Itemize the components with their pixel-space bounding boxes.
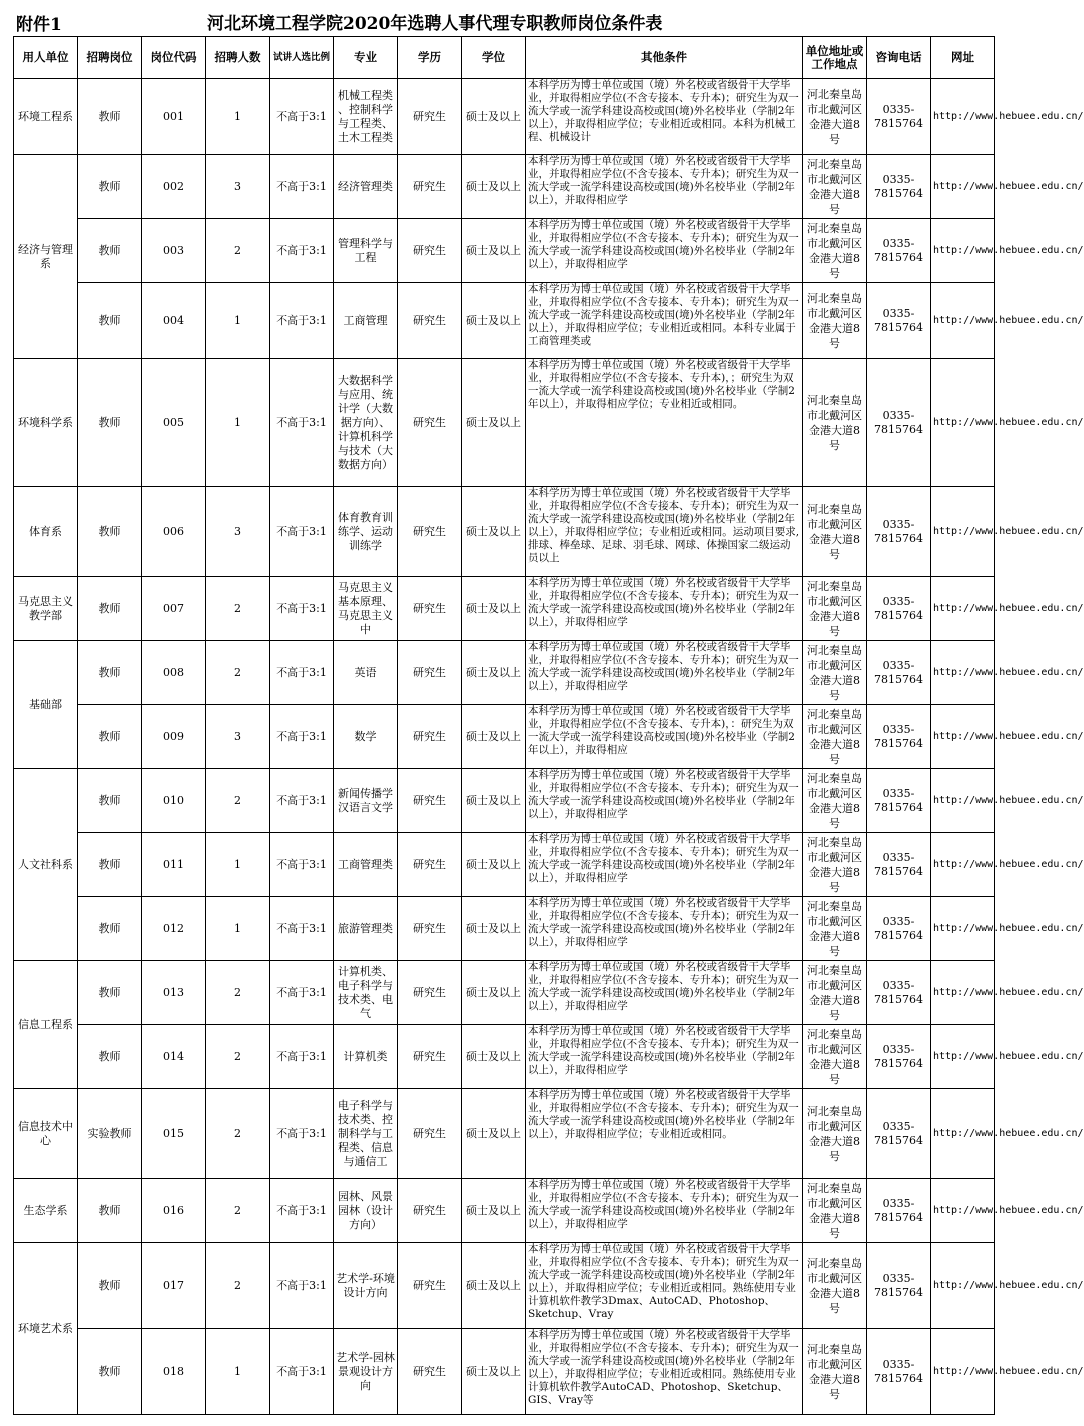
header-cell: 网址 xyxy=(931,37,995,79)
major-cell xyxy=(334,577,398,641)
count-cell: 3 xyxy=(206,155,270,219)
conditions-cell-text: 本科学历为博士单位或国（境）外名校或省级骨干大学毕业，并取得相应学位(不含专接本、专升本)；研究生为双一流大学或一流学科建设高校或国(境)外名校毕业（学制2年以上），并取得相应学 xyxy=(528,641,799,692)
degree-cell: 硕士及以上 xyxy=(462,705,526,769)
header-cell: 咨询电话 xyxy=(867,37,931,79)
address-cell: 河北秦皇岛市北戴河区金港大道8号 xyxy=(803,577,867,641)
post-cell: 实验教师 xyxy=(78,1089,142,1179)
phone-cell: 0335-7815764 xyxy=(867,79,931,155)
major-cell-text: 英语 xyxy=(354,665,377,679)
post-cell: 教师 xyxy=(78,155,142,219)
degree-cell: 硕士及以上 xyxy=(462,219,526,283)
table-row xyxy=(14,641,995,705)
count-cell: 2 xyxy=(206,1025,270,1089)
url-cell: http://www.hebuee.edu.cn/ xyxy=(931,155,995,219)
table-row xyxy=(14,219,995,283)
phone-cell: 0335-7815764 xyxy=(867,155,931,219)
phone-cell: 0335-7815764 xyxy=(867,897,931,961)
major-cell-text: 艺术学-环境设计方向 xyxy=(336,1271,395,1299)
ratio-cell: 不高于3:1 xyxy=(270,897,334,961)
conditions-cell-text: 本科学历为博士单位或国（境）外名校或省级骨干大学毕业，并取得相应学位(不含专接本、专升本)；研究生为双一流大学或一流学科建设高校或国(境)外名校毕业（学制2年以上），并取得相应学 xyxy=(528,1179,799,1230)
post-cell: 教师 xyxy=(78,1025,142,1089)
address-cell: 河北秦皇岛市北戴河区金港大道8号 xyxy=(803,1329,867,1415)
table-row xyxy=(14,1243,995,1329)
education-cell: 研究生 xyxy=(398,705,462,769)
code-cell: 011 xyxy=(142,833,206,897)
education-cell: 研究生 xyxy=(398,1089,462,1179)
conditions-cell xyxy=(526,769,803,833)
code-cell: 006 xyxy=(142,487,206,577)
major-cell-text: 电子科学与技术类、控制科学与工程类、信息与通信工 xyxy=(338,1098,393,1168)
address-cell: 河北秦皇岛市北戴河区金港大道8号 xyxy=(803,961,867,1025)
post-cell: 教师 xyxy=(78,219,142,283)
address-cell: 河北秦皇岛市北戴河区金港大道8号 xyxy=(803,359,867,487)
ratio-cell: 不高于3:1 xyxy=(270,961,334,1025)
conditions-cell xyxy=(526,155,803,219)
code-cell: 017 xyxy=(142,1243,206,1329)
post-cell: 教师 xyxy=(78,487,142,577)
post-cell: 教师 xyxy=(78,897,142,961)
conditions-cell xyxy=(526,1243,803,1329)
degree-cell: 硕士及以上 xyxy=(462,769,526,833)
phone-cell: 0335-7815764 xyxy=(867,283,931,359)
phone-cell: 0335-7815764 xyxy=(867,1025,931,1089)
code-cell: 018 xyxy=(142,1329,206,1415)
count-cell: 2 xyxy=(206,1089,270,1179)
conditions-cell xyxy=(526,1025,803,1089)
address-cell: 河北秦皇岛市北戴河区金港大道8号 xyxy=(803,1243,867,1329)
ratio-cell: 不高于3:1 xyxy=(270,769,334,833)
major-cell xyxy=(334,705,398,769)
major-cell xyxy=(334,219,398,283)
phone-cell: 0335-7815764 xyxy=(867,705,931,769)
attachment-label: 附件1 xyxy=(16,15,62,35)
address-cell: 河北秦皇岛市北戴河区金港大道8号 xyxy=(803,769,867,833)
table-row xyxy=(14,1089,995,1179)
major-cell xyxy=(334,769,398,833)
major-cell-text: 数学 xyxy=(354,729,377,743)
conditions-cell-text: 本科学历为博士单位或国（境）外名校或省级骨干大学毕业，并取得相应学位(不含专接本、专升本)，；研究生为双一流大学或一流学科建设高校或国(境)外名校毕业（学制2年以上），并取得相应学位；专业相近或相同。 xyxy=(528,359,795,410)
url-cell: http://www.hebuee.edu.cn/ xyxy=(931,487,995,577)
code-cell: 014 xyxy=(142,1025,206,1089)
ratio-cell: 不高于3:1 xyxy=(270,1243,334,1329)
url-cell: http://www.hebuee.edu.cn/ xyxy=(931,79,995,155)
header-row xyxy=(14,37,995,79)
degree-cell: 硕士及以上 xyxy=(462,897,526,961)
ratio-cell: 不高于3:1 xyxy=(270,577,334,641)
phone-cell: 0335-7815764 xyxy=(867,1179,931,1243)
degree-cell: 硕士及以上 xyxy=(462,1329,526,1415)
degree-cell: 硕士及以上 xyxy=(462,487,526,577)
degree-cell: 硕士及以上 xyxy=(462,1025,526,1089)
phone-cell: 0335-7815764 xyxy=(867,577,931,641)
post-cell: 教师 xyxy=(78,577,142,641)
education-cell: 研究生 xyxy=(398,219,462,283)
degree-cell: 硕士及以上 xyxy=(462,359,526,487)
major-cell-text: 体育教育训练学、运动训练学 xyxy=(338,510,393,552)
major-cell xyxy=(334,1089,398,1179)
code-cell: 003 xyxy=(142,219,206,283)
degree-cell: 硕士及以上 xyxy=(462,155,526,219)
unit-cell: 基础部 xyxy=(14,641,78,769)
url-cell: http://www.hebuee.edu.cn/ xyxy=(931,641,995,705)
major-cell-text: 机械工程类 、控制科学与工程类、土木工程类 xyxy=(338,88,393,144)
degree-cell: 硕士及以上 xyxy=(462,283,526,359)
education-cell: 研究生 xyxy=(398,155,462,219)
conditions-cell-text: 本科学历为博士单位或国（境）外名校或省级骨干大学毕业，并取得相应学位(不含专接本、专升本)；研究生为双一流大学或一流学科建设高校或国(境)外名校毕业（学制2年以上），并取得相应学位；专业相近或相同。熟练使用专业计算机软件教学AutoCAD、Photoshop、Sketchup、GIS、Vray等 xyxy=(528,1329,799,1406)
unit-cell: 环境艺术系 xyxy=(14,1243,78,1415)
major-cell-text: 园林、风景园林（设计方向） xyxy=(338,1189,393,1231)
ratio-cell: 不高于3:1 xyxy=(270,487,334,577)
url-cell: http://www.hebuee.edu.cn/ xyxy=(931,1025,995,1089)
unit-cell: 环境科学系 xyxy=(14,359,78,487)
education-cell: 研究生 xyxy=(398,833,462,897)
phone-cell: 0335-7815764 xyxy=(867,219,931,283)
header-cell: 单位地址或工作地点 xyxy=(803,37,867,79)
count-cell: 2 xyxy=(206,219,270,283)
major-cell xyxy=(334,155,398,219)
ratio-cell: 不高于3:1 xyxy=(270,1179,334,1243)
url-cell: http://www.hebuee.edu.cn/ xyxy=(931,283,995,359)
conditions-cell-text: 本科学历为博士单位或国（境）外名校或省级骨干大学毕业，并取得相应学位(不含专接本、专升本)，：研究生为双一流大学或一流学科建设高校或国(境)外名校毕业（学制2年以上），并取得相应 xyxy=(528,705,795,756)
phone-cell: 0335-7815764 xyxy=(867,487,931,577)
table-row xyxy=(14,79,995,155)
count-cell: 1 xyxy=(206,897,270,961)
ratio-cell: 不高于3:1 xyxy=(270,833,334,897)
post-cell: 教师 xyxy=(78,1179,142,1243)
post-cell: 教师 xyxy=(78,641,142,705)
education-cell: 研究生 xyxy=(398,641,462,705)
phone-cell: 0335-7815764 xyxy=(867,833,931,897)
conditions-cell-text: 本科学历为博士单位或国（境）外名校或省级骨干大学毕业，并取得相应学位(不含专接本、专升本)；研究生为双一流大学或一流学科建设高校或国(境)外名校毕业（学制2年以上），并取得相应学位；专业相近或相同。本科专业属于工商管理类或 xyxy=(528,283,799,347)
table-row xyxy=(14,1179,995,1243)
post-cell: 教师 xyxy=(78,1243,142,1329)
degree-cell: 硕士及以上 xyxy=(462,961,526,1025)
count-cell: 1 xyxy=(206,283,270,359)
major-cell-text: 计算机类、电子科学与技术类、电气 xyxy=(338,964,393,1020)
conditions-cell xyxy=(526,1329,803,1415)
post-cell: 教师 xyxy=(78,283,142,359)
url-cell: http://www.hebuee.edu.cn/ xyxy=(931,1243,995,1329)
degree-cell: 硕士及以上 xyxy=(462,641,526,705)
code-cell: 005 xyxy=(142,359,206,487)
header-cell: 专业 xyxy=(334,37,398,79)
ratio-cell: 不高于3:1 xyxy=(270,219,334,283)
table-row xyxy=(14,897,995,961)
conditions-cell-text: 本科学历为博士单位或国（境）外名校或省级骨干大学毕业，并取得相应学位(不含专接本、专升本)；研究生为双一流大学或一流学科建设高校或国(境)外名校毕业（学制2年以上），并取得相应学 xyxy=(528,219,799,270)
url-cell: http://www.hebuee.edu.cn/ xyxy=(931,1179,995,1243)
count-cell: 1 xyxy=(206,833,270,897)
major-cell-text: 新闻传播学 汉语言文学 xyxy=(338,786,393,814)
code-cell: 016 xyxy=(142,1179,206,1243)
education-cell: 研究生 xyxy=(398,487,462,577)
count-cell: 2 xyxy=(206,641,270,705)
url-cell: http://www.hebuee.edu.cn/ xyxy=(931,577,995,641)
phone-cell: 0335-7815764 xyxy=(867,1329,931,1415)
url-cell: http://www.hebuee.edu.cn/ xyxy=(931,705,995,769)
count-cell: 2 xyxy=(206,1243,270,1329)
ratio-cell: 不高于3:1 xyxy=(270,705,334,769)
table-row xyxy=(14,1329,995,1415)
code-cell: 004 xyxy=(142,283,206,359)
unit-cell: 信息工程系 xyxy=(14,961,78,1089)
degree-cell: 硕士及以上 xyxy=(462,1179,526,1243)
count-cell: 2 xyxy=(206,961,270,1025)
conditions-cell-text: 本科学历为博士单位或国（境）外名校或省级骨干大学毕业，并取得相应学位(不含专接本、专升本)；研究生为双一流大学或一流学科建设高校或国(境)外名校毕业（学制2年以上），并取得相应学位；专业相近或相同。运动项目要求,排球、棒垒球、足球、羽毛球、网球、体操国家二级运动员以上 xyxy=(528,487,800,564)
education-cell: 研究生 xyxy=(398,897,462,961)
ratio-cell: 不高于3:1 xyxy=(270,641,334,705)
conditions-cell-text: 本科学历为博士单位或国（境）外名校或省级骨干大学毕业，并取得相应学位(不含专接本、专升本)；研究生为双一流大学或一流学科建设高校或国(境)外名校毕业（学制2年以上），并取得相应学 xyxy=(528,1025,799,1076)
table-row xyxy=(14,1025,995,1089)
count-cell: 2 xyxy=(206,1179,270,1243)
conditions-cell xyxy=(526,577,803,641)
education-cell: 研究生 xyxy=(398,359,462,487)
table-row xyxy=(14,577,995,641)
conditions-cell xyxy=(526,961,803,1025)
conditions-cell xyxy=(526,487,803,577)
address-cell: 河北秦皇岛市北戴河区金港大道8号 xyxy=(803,487,867,577)
major-cell xyxy=(334,641,398,705)
major-cell xyxy=(334,79,398,155)
ratio-cell: 不高于3:1 xyxy=(270,1089,334,1179)
major-cell-text: 管理科学与工程 xyxy=(338,236,393,264)
count-cell: 2 xyxy=(206,769,270,833)
code-cell: 010 xyxy=(142,769,206,833)
unit-cell: 经济与管理系 xyxy=(14,155,78,359)
conditions-cell xyxy=(526,283,803,359)
document-title: 河北环境工程学院2020年选聘人事代理专职教师岗位条件表 xyxy=(207,14,663,34)
major-cell-text: 经济管理类 xyxy=(338,179,393,193)
url-cell: http://www.hebuee.edu.cn/ xyxy=(931,1089,995,1179)
address-cell: 河北秦皇岛市北戴河区金港大道8号 xyxy=(803,155,867,219)
major-cell-text: 大数据科学与应用、统计学（大数据方向）、计算机科学与技术（大数据方向） xyxy=(338,373,393,471)
header-cell: 用人单位 xyxy=(14,37,78,79)
header-cell: 学历 xyxy=(398,37,462,79)
conditions-cell xyxy=(526,833,803,897)
major-cell xyxy=(334,897,398,961)
phone-cell: 0335-7815764 xyxy=(867,359,931,487)
url-cell: http://www.hebuee.edu.cn/ xyxy=(931,961,995,1025)
major-cell xyxy=(334,283,398,359)
conditions-cell xyxy=(526,219,803,283)
major-cell-text: 计算机类 xyxy=(343,1049,388,1063)
table-row xyxy=(14,487,995,577)
code-cell: 015 xyxy=(142,1089,206,1179)
phone-cell: 0335-7815764 xyxy=(867,769,931,833)
ratio-cell: 不高于3:1 xyxy=(270,1329,334,1415)
header-cell: 岗位代码 xyxy=(142,37,206,79)
post-cell: 教师 xyxy=(78,359,142,487)
address-cell: 河北秦皇岛市北戴河区金港大道8号 xyxy=(803,219,867,283)
table-row xyxy=(14,705,995,769)
major-cell xyxy=(334,1025,398,1089)
count-cell: 3 xyxy=(206,705,270,769)
ratio-cell: 不高于3:1 xyxy=(270,155,334,219)
count-cell: 1 xyxy=(206,1329,270,1415)
unit-cell: 人文社科系 xyxy=(14,769,78,961)
post-cell: 教师 xyxy=(78,705,142,769)
table-row xyxy=(14,283,995,359)
conditions-cell xyxy=(526,359,803,487)
ratio-cell: 不高于3:1 xyxy=(270,359,334,487)
major-cell xyxy=(334,961,398,1025)
degree-cell: 硕士及以上 xyxy=(462,1089,526,1179)
major-cell-text: 旅游管理类 xyxy=(338,921,393,935)
conditions-cell-text: 本科学历为博士单位或国（境）外名校或省级骨干大学毕业，并取得相应学位(不含专接本、专升本)；研究生为双一流大学或一流学科建设高校或国(境)外名校毕业（学制2年以上），并取得相应学位；专业相近或相同。熟练使用专业计算机软件教学3Dmax、AutoCAD、Photoshop、Sketchup、Vray xyxy=(528,1243,799,1320)
conditions-cell-text: 本科学历为博士单位或国（境）外名校或省级骨干大学毕业，并取得相应学位(不含专接本、专升本)；研究生为双一流大学或一流学科建设高校或国(境)外名校毕业（学制2年以上），并取得相应学位；专业相近或相同。 xyxy=(528,1089,799,1140)
table-row xyxy=(14,961,995,1025)
header-cell: 招聘人数 xyxy=(206,37,270,79)
table-row xyxy=(14,359,995,487)
address-cell: 河北秦皇岛市北戴河区金港大道8号 xyxy=(803,1025,867,1089)
ratio-cell: 不高于3:1 xyxy=(270,79,334,155)
conditions-cell-text: 本科学历为博士单位或国（境）外名校或省级骨干大学毕业，并取得相应学位(不含专接本、专升本)；研究生为双一流大学或一流学科建设高校或国(境)外名校毕业（学制2年以上），并取得相应学 xyxy=(528,769,799,820)
education-cell: 研究生 xyxy=(398,577,462,641)
address-cell: 河北秦皇岛市北戴河区金港大道8号 xyxy=(803,897,867,961)
table-row xyxy=(14,769,995,833)
education-cell: 研究生 xyxy=(398,1329,462,1415)
major-cell xyxy=(334,1329,398,1415)
unit-cell: 马克思主义教学部 xyxy=(14,577,78,641)
code-cell: 008 xyxy=(142,641,206,705)
unit-cell: 信息技术中心 xyxy=(14,1089,78,1179)
unit-cell: 环境工程系 xyxy=(14,79,78,155)
address-cell: 河北秦皇岛市北戴河区金港大道8号 xyxy=(803,283,867,359)
count-cell: 3 xyxy=(206,487,270,577)
education-cell: 研究生 xyxy=(398,283,462,359)
code-cell: 002 xyxy=(142,155,206,219)
ratio-cell: 不高于3:1 xyxy=(270,1025,334,1089)
header-cell: 其他条件 xyxy=(526,37,803,79)
url-cell: http://www.hebuee.edu.cn/ xyxy=(931,219,995,283)
header-cell: 学位 xyxy=(462,37,526,79)
url-cell: http://www.hebuee.edu.cn/ xyxy=(931,833,995,897)
conditions-cell xyxy=(526,641,803,705)
phone-cell: 0335-7815764 xyxy=(867,1089,931,1179)
education-cell: 研究生 xyxy=(398,961,462,1025)
address-cell: 河北秦皇岛市北戴河区金港大道8号 xyxy=(803,79,867,155)
code-cell: 009 xyxy=(142,705,206,769)
table-body xyxy=(14,79,1084,1415)
table-row xyxy=(14,833,995,897)
count-cell: 1 xyxy=(206,79,270,155)
address-cell: 河北秦皇岛市北戴河区金港大道8号 xyxy=(803,1089,867,1179)
code-cell: 012 xyxy=(142,897,206,961)
education-cell: 研究生 xyxy=(398,1179,462,1243)
major-cell xyxy=(334,359,398,487)
table-row xyxy=(14,155,995,219)
post-cell: 教师 xyxy=(78,833,142,897)
conditions-cell xyxy=(526,897,803,961)
header-cell: 试讲人选比例 xyxy=(270,37,334,79)
conditions-cell xyxy=(526,1179,803,1243)
code-cell: 001 xyxy=(142,79,206,155)
education-cell: 研究生 xyxy=(398,1025,462,1089)
address-cell: 河北秦皇岛市北戴河区金港大道8号 xyxy=(803,833,867,897)
address-cell: 河北秦皇岛市北戴河区金港大道8号 xyxy=(803,705,867,769)
phone-cell: 0335-7815764 xyxy=(867,961,931,1025)
degree-cell: 硕士及以上 xyxy=(462,79,526,155)
major-cell xyxy=(334,1179,398,1243)
degree-cell: 硕士及以上 xyxy=(462,577,526,641)
url-cell: http://www.hebuee.edu.cn/ xyxy=(931,769,995,833)
education-cell: 研究生 xyxy=(398,1243,462,1329)
conditions-cell xyxy=(526,1089,803,1179)
post-cell: 教师 xyxy=(78,769,142,833)
address-cell: 河北秦皇岛市北戴河区金港大道8号 xyxy=(803,1179,867,1243)
education-cell: 研究生 xyxy=(398,769,462,833)
major-cell xyxy=(334,1243,398,1329)
code-cell: 007 xyxy=(142,577,206,641)
post-cell: 教师 xyxy=(78,1329,142,1415)
degree-cell: 硕士及以上 xyxy=(462,1243,526,1329)
address-cell: 河北秦皇岛市北戴河区金港大道8号 xyxy=(803,641,867,705)
education-cell: 研究生 xyxy=(398,79,462,155)
unit-cell: 体育系 xyxy=(14,487,78,577)
post-cell: 教师 xyxy=(78,961,142,1025)
conditions-cell-text: 本科学历为博士单位或国（境）外名校或省级骨干大学毕业，并取得相应学位(不含专接本、专升本)；研究生为双一流大学或一流学科建设高校或国(境)外名校毕业（学制2年以上），并取得相应学 xyxy=(528,155,799,206)
phone-cell: 0335-7815764 xyxy=(867,641,931,705)
major-cell xyxy=(334,833,398,897)
conditions-cell xyxy=(526,705,803,769)
position-table xyxy=(13,36,1084,1415)
major-cell-text: 工商管理类 xyxy=(338,857,393,871)
major-cell-text: 马克思主义基本原理、马克思主义中 xyxy=(338,580,393,636)
degree-cell: 硕士及以上 xyxy=(462,833,526,897)
count-cell: 2 xyxy=(206,577,270,641)
conditions-cell-text: 本科学历为博士单位或国（境）外名校或省级骨干大学毕业，并取得相应学位(不含专接本、专升本)；研究生为双一流大学或一流学科建设高校或国(境)外名校毕业（学制2年以上），并取得相应学 xyxy=(528,833,799,884)
unit-cell: 生态学系 xyxy=(14,1179,78,1243)
major-cell xyxy=(334,487,398,577)
conditions-cell-text: 本科学历为博士单位或国（境）外名校或省级骨干大学毕业，并取得相应学位(不含专接本、专升本)；研究生为双一流大学或一流学科建设高校或国(境)外名校毕业（学制2年以上），并取得相应学位；专业相近或相同。本科为机械工程、机械设计 xyxy=(528,79,799,143)
url-cell: http://www.hebuee.edu.cn/ xyxy=(931,897,995,961)
conditions-cell-text: 本科学历为博士单位或国（境）外名校或省级骨干大学毕业，并取得相应学位(不含专接本、专升本)；研究生为双一流大学或一流学科建设高校或国(境)外名校毕业（学制2年以上），并取得相应学 xyxy=(528,577,799,628)
url-cell: http://www.hebuee.edu.cn/ xyxy=(931,359,995,487)
count-cell: 1 xyxy=(206,359,270,487)
conditions-cell-text: 本科学历为博士单位或国（境）外名校或省级骨干大学毕业，并取得相应学位(不含专接本、专升本)；研究生为双一流大学或一流学科建设高校或国(境)外名校毕业（学制2年以上），并取得相应学 xyxy=(528,961,799,1012)
phone-cell: 0335-7815764 xyxy=(867,1243,931,1329)
code-cell: 013 xyxy=(142,961,206,1025)
major-cell-text: 艺术学-园林景观设计方向 xyxy=(336,1350,395,1392)
major-cell-text: 工商管理 xyxy=(343,313,388,327)
post-cell: 教师 xyxy=(78,79,142,155)
ratio-cell: 不高于3:1 xyxy=(270,283,334,359)
conditions-cell-text: 本科学历为博士单位或国（境）外名校或省级骨干大学毕业，并取得相应学位(不含专接本、专升本)；研究生为双一流大学或一流学科建设高校或国(境)外名校毕业（学制2年以上），并取得相应学 xyxy=(528,897,799,948)
conditions-cell xyxy=(526,79,803,155)
url-cell: http://www.hebuee.edu.cn/ xyxy=(931,1329,995,1415)
document-header xyxy=(0,0,999,36)
header-cell: 招聘岗位 xyxy=(78,37,142,79)
